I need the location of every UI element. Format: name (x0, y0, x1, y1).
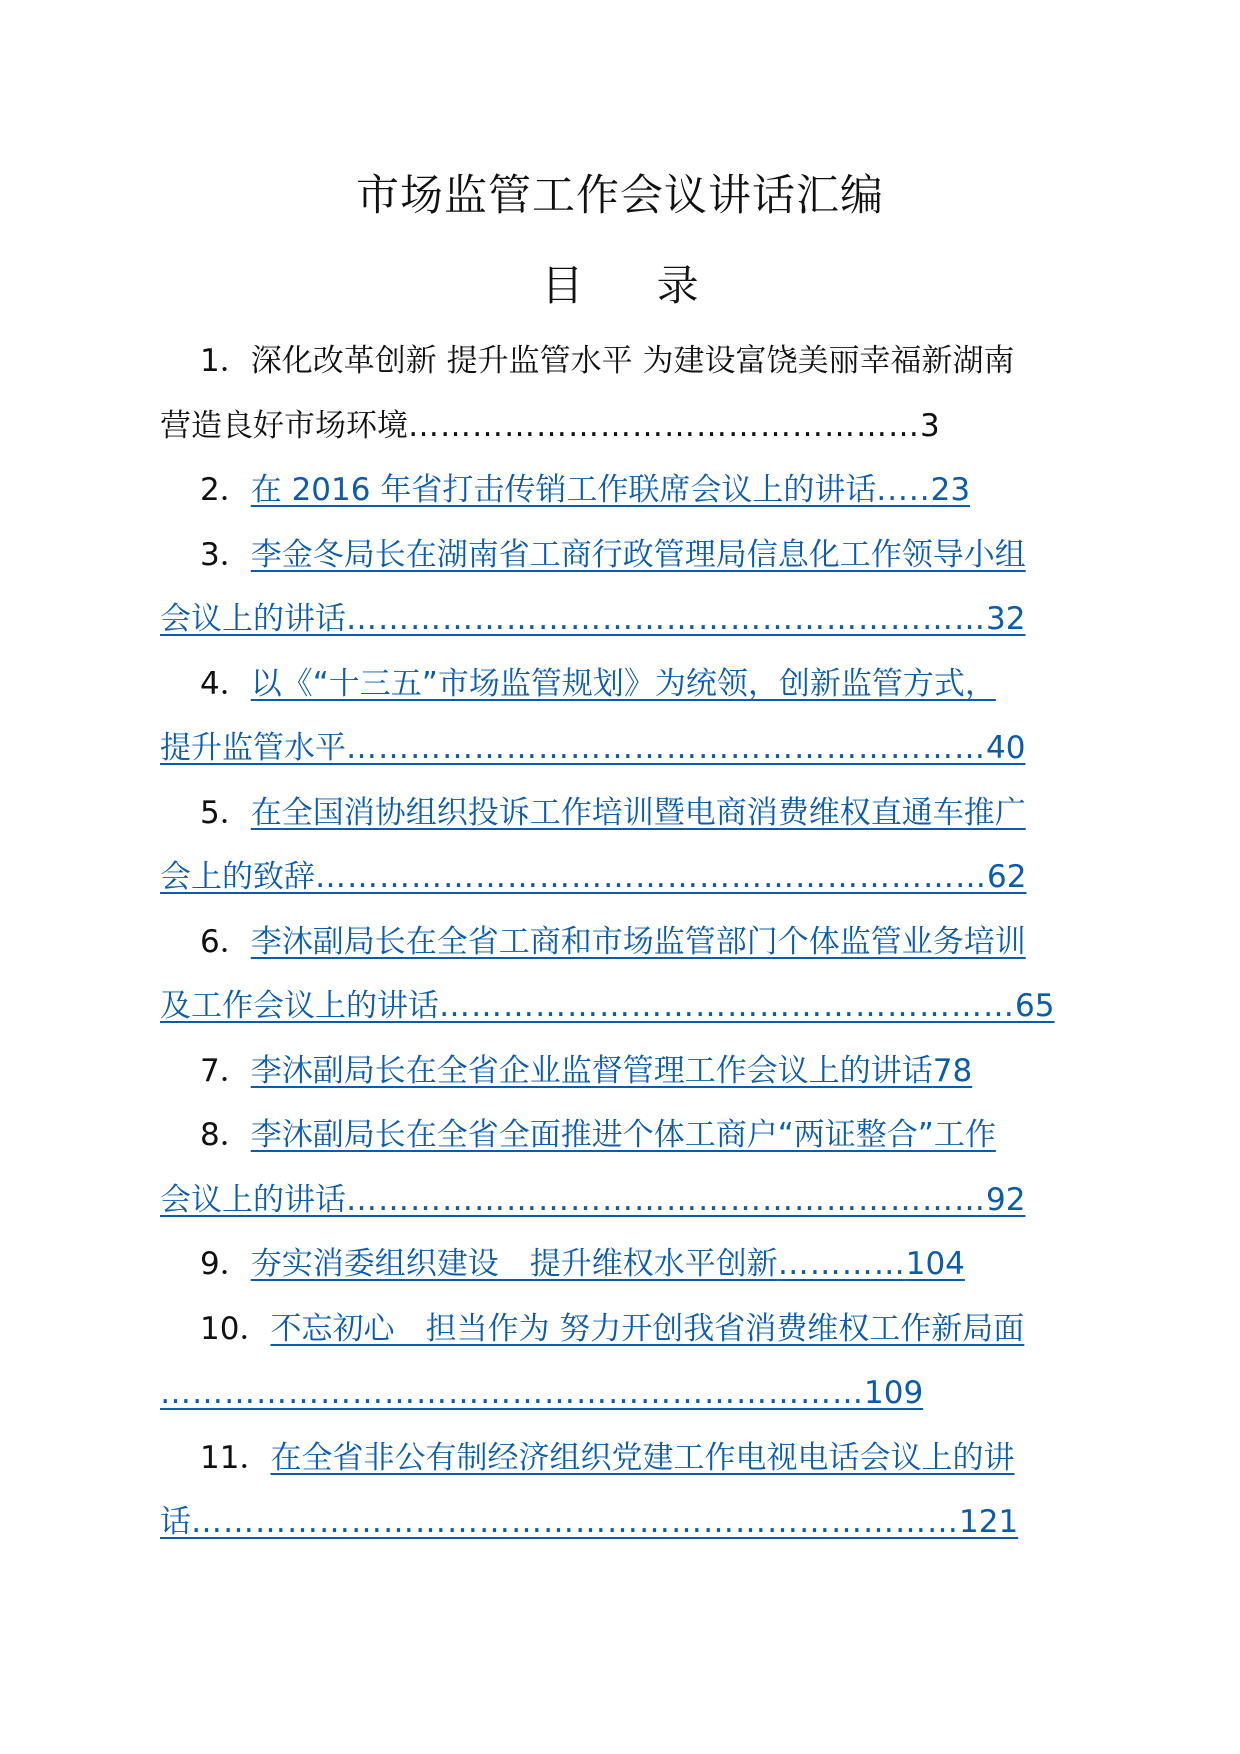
toc-page-number[interactable]: 104 (905, 1246, 965, 1282)
toc-entry-number: 8． (200, 1117, 251, 1153)
toc-page-number[interactable]: 40 (986, 730, 1026, 766)
toc-page-number[interactable]: 32 (986, 601, 1026, 637)
table-of-contents (160, 329, 1090, 1555)
document-title: 市场监管工作会议讲话汇编 (356, 171, 884, 221)
toc-entry-link[interactable]: 李金冬局长在湖南省工商行政管理局信息化工作领导小组 (250, 536, 1026, 573)
toc-entry-number: 6． (200, 923, 251, 960)
toc-entry-link[interactable]: 以《“十三五”市场监管规划》为统领，创新监管方式， (250, 665, 996, 702)
toc-entry-6[interactable] (160, 910, 1090, 1039)
toc-entry-9[interactable] (160, 1232, 1090, 1297)
toc-entry-link[interactable]: 李沐副局长在全省企业监督管理工作会议上的讲话 (250, 1052, 933, 1089)
toc-entry-link[interactable]: 李沐副局长在全省全面推进个体工商户“两证整合”工作 (250, 1117, 996, 1153)
toc-entry-link-cont[interactable]: 话 (160, 1504, 191, 1540)
toc-page-number[interactable]: 121 (959, 1504, 1019, 1540)
toc-entry-link[interactable]: 李沐副局长在全省工商和市场监管部门个体监管业务培训 (250, 923, 1026, 960)
dot-leader[interactable]: ………………………………………………………… (160, 1375, 864, 1411)
dot-leader[interactable]: ……………………………………………… (439, 988, 1015, 1024)
toc-entry-number: 3． (200, 536, 251, 573)
toc-entry-7[interactable] (160, 1039, 1090, 1104)
toc-entry-5[interactable] (160, 781, 1090, 910)
dot-leader: ………………………………………… (408, 407, 920, 444)
toc-entry-number: 5． (200, 794, 251, 831)
dot-leader[interactable]: ……………………………………………………… (315, 859, 987, 895)
toc-page-number[interactable]: 78 (932, 1052, 973, 1089)
toc-entry-number: 2． (200, 472, 251, 508)
toc-entry-2[interactable] (160, 458, 1090, 523)
toc-entry-link-cont[interactable]: 会议上的讲话 (160, 1181, 346, 1218)
toc-page-number[interactable]: 62 (987, 859, 1027, 895)
toc-entry-link-cont[interactable]: 提升监管水平 (160, 730, 346, 766)
toc-entry-link[interactable]: 在全国消协组织投诉工作培训暨电商消费维权直通车推广 (250, 794, 1026, 831)
dot-leader[interactable]: …………………………………………………… (346, 730, 986, 766)
toc-entry-number: 11． (200, 1439, 271, 1476)
toc-entry-title: 深化改革创新 提升监管水平 为建设富饶美丽幸福新湖南 (250, 343, 1015, 379)
dot-leader[interactable]: ………… (777, 1246, 906, 1282)
toc-page-number[interactable]: 92 (986, 1181, 1026, 1218)
toc-entry-link[interactable]: 在全省非公有制经济组织党建工作电视电话会议上的讲 (270, 1439, 1015, 1476)
toc-entry-number: 10． (200, 1310, 271, 1347)
toc-heading: 目 录 (541, 261, 719, 310)
toc-entry-1 (160, 329, 1090, 458)
toc-page-number[interactable]: 65 (1015, 988, 1055, 1024)
toc-page-number[interactable]: 109 (864, 1375, 924, 1411)
toc-entry-number: 7． (200, 1052, 251, 1089)
toc-entry-link-cont[interactable]: 会议上的讲话 (160, 601, 346, 637)
toc-entry-10[interactable] (160, 1297, 1090, 1426)
dot-leader[interactable]: …………………………………………………… (346, 601, 986, 637)
toc-entry-link[interactable]: 不忘初心 担当作为 努力开创我省消费维权工作新局面 (270, 1310, 1025, 1347)
dot-leader[interactable]: ……………………………………………………………… (191, 1504, 959, 1540)
toc-entry-number: 1． (200, 343, 251, 379)
dot-leader[interactable]: …………………………………………………… (346, 1181, 986, 1218)
toc-entry-link-cont[interactable]: 及工作会议上的讲话 (160, 988, 439, 1024)
toc-entry-link[interactable]: 夯实消委组织建设 提升维权水平创新 (250, 1246, 778, 1282)
toc-entry-3[interactable] (160, 523, 1090, 652)
toc-entry-number: 4． (200, 665, 251, 702)
toc-entry-link-cont[interactable]: 会上的致辞 (160, 859, 315, 895)
toc-entry-4[interactable] (160, 652, 1090, 781)
toc-entry-11[interactable] (160, 1426, 1090, 1555)
toc-entry-8[interactable] (160, 1103, 1090, 1232)
toc-entry-title-cont: 营造良好市场环境 (160, 407, 408, 444)
dot-leader[interactable]: ..... (876, 472, 931, 508)
toc-entry-number: 9． (200, 1246, 251, 1282)
toc-page-number: 3 (920, 407, 940, 444)
toc-page-number[interactable]: 23 (930, 472, 971, 508)
toc-entry-link[interactable]: 在 2016 年省打击传销工作联席会议上的讲话 (250, 472, 877, 508)
